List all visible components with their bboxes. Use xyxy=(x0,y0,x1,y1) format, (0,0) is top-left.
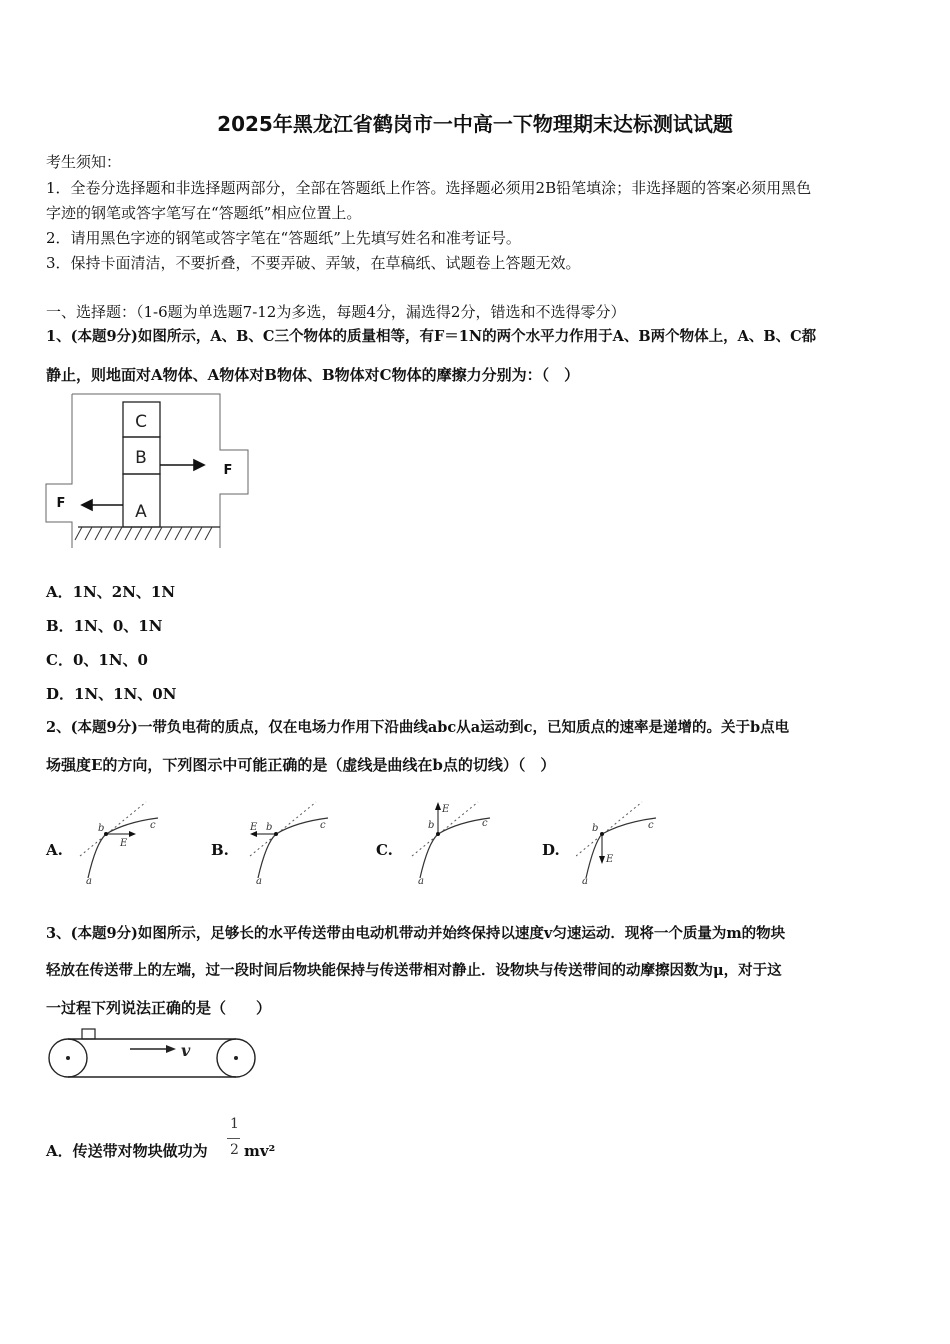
block-on-belt xyxy=(82,1029,95,1039)
q2b-label-b: b xyxy=(266,822,273,833)
q2d-label-b: b xyxy=(592,823,599,834)
block-c-label: C xyxy=(135,412,147,432)
q1-figure xyxy=(44,392,254,552)
q2a-label-e: E xyxy=(120,838,128,849)
q3-option-a-suffix: mv² xyxy=(244,1142,276,1160)
q2-figure-c xyxy=(410,798,500,886)
q2c-label-a: a xyxy=(418,876,424,886)
block-b-label: B xyxy=(135,448,147,468)
q3-conveyor-figure xyxy=(44,1026,260,1082)
q3-stem-line3: 一过程下列说法正确的是（ ） xyxy=(46,999,272,1017)
page-title: 2025年黑龙江省鹤岗市一中高一下物理期末达标测试试题 xyxy=(217,112,733,136)
fraction-bar xyxy=(227,1138,240,1139)
q2a-label-c: c xyxy=(150,820,156,831)
q2a-label-b: b xyxy=(98,823,105,834)
q2-option-d-label: D. xyxy=(542,841,560,859)
q2d-label-c: c xyxy=(648,820,654,831)
force-label-left: F xyxy=(56,496,66,511)
q2-option-a-label: A. xyxy=(46,841,63,859)
belt-velocity-label: v xyxy=(181,1041,191,1060)
q2d-label-e: E xyxy=(606,854,614,865)
notice-item-2: 2．请用黑色字迹的钢笔或答字笔在“答题纸”上先填写姓名和准考证号。 xyxy=(46,229,521,247)
fraction-denominator: 2 xyxy=(230,1142,239,1158)
q1-stem-line2: 静止，则地面对A物体、A物体对B物体、B物体对C物体的摩擦力分别为：（ ） xyxy=(46,366,580,384)
q3-option-a-prefix: A．传送带对物块做功为 xyxy=(46,1142,208,1160)
q1-stem-line1: 1、(本题9分)如图所示，A、B、C三个物体的质量相等，有F＝1N的两个水平力作用于A、B两个物体上，A、B、C都 xyxy=(46,328,817,345)
section-heading: 一、选择题：（1-6题为单选题7-12为多选，每题4分，漏选得2分，错选和不选得零分） xyxy=(46,303,626,321)
fraction-numerator: 1 xyxy=(230,1116,239,1132)
q2b-label-c: c xyxy=(320,820,326,831)
q2c-label-c: c xyxy=(482,818,488,829)
q2c-label-b: b xyxy=(428,820,435,831)
q2-figure-d xyxy=(576,798,666,886)
q1-option-a: A．1N、2N、1N xyxy=(46,583,176,601)
q1-option-d: D．1N、1N、0N xyxy=(46,685,177,703)
q2-figure-a xyxy=(78,798,168,886)
notice-item-1-cont: 字迹的钢笔或答字笔写在“答题纸”相应位置上。 xyxy=(46,204,362,222)
q3-stem-line2: 轻放在传送带上的左端，过一段时间后物块能保持与传送带相对静止．设物块与传送带间的动摩擦因数为μ，对于这 xyxy=(46,962,782,979)
notice-heading: 考生须知： xyxy=(46,153,122,171)
q2-option-b-label: B. xyxy=(211,841,229,859)
q2a-label-a: a xyxy=(86,876,92,886)
notice-item-3: 3．保持卡面清洁，不要折叠，不要弄破、弄皱，在草稿纸、试题卷上答题无效。 xyxy=(46,254,581,272)
q2b-label-e: E xyxy=(250,822,258,833)
q1-option-c: C．0、1N、0 xyxy=(46,651,148,669)
block-a-label: A xyxy=(135,502,147,522)
q3-stem-line1: 3、(本题9分)如图所示，足够长的水平传送带由电动机带动并始终保持以速度v匀速运动．现将一个质量为m的物块 xyxy=(46,925,786,942)
q2b-label-a: a xyxy=(256,876,262,886)
q2-stem-line2: 场强度E的方向，下列图示中可能正确的是（虚线是曲线在b点的切线）（ ） xyxy=(46,756,556,774)
q2-figure-b xyxy=(244,798,334,886)
force-label-right: F xyxy=(223,463,233,478)
notice-item-1: 1．全卷分选择题和非选择题两部分，全部在答题纸上作答。选择题必须用2B铅笔填涂；非选择题的答案必须用黑色 xyxy=(46,179,812,197)
q2-option-c-label: C. xyxy=(376,841,393,859)
q1-option-b: B．1N、0、1N xyxy=(46,617,163,635)
q2d-label-a: a xyxy=(582,876,588,886)
q2-stem-line1: 2、(本题9分)一带负电荷的质点，仅在电场力作用下沿曲线abc从a运动到c，已知质点的速率是递增的。关于b点电 xyxy=(46,719,790,736)
q2c-label-e: E xyxy=(442,804,450,815)
